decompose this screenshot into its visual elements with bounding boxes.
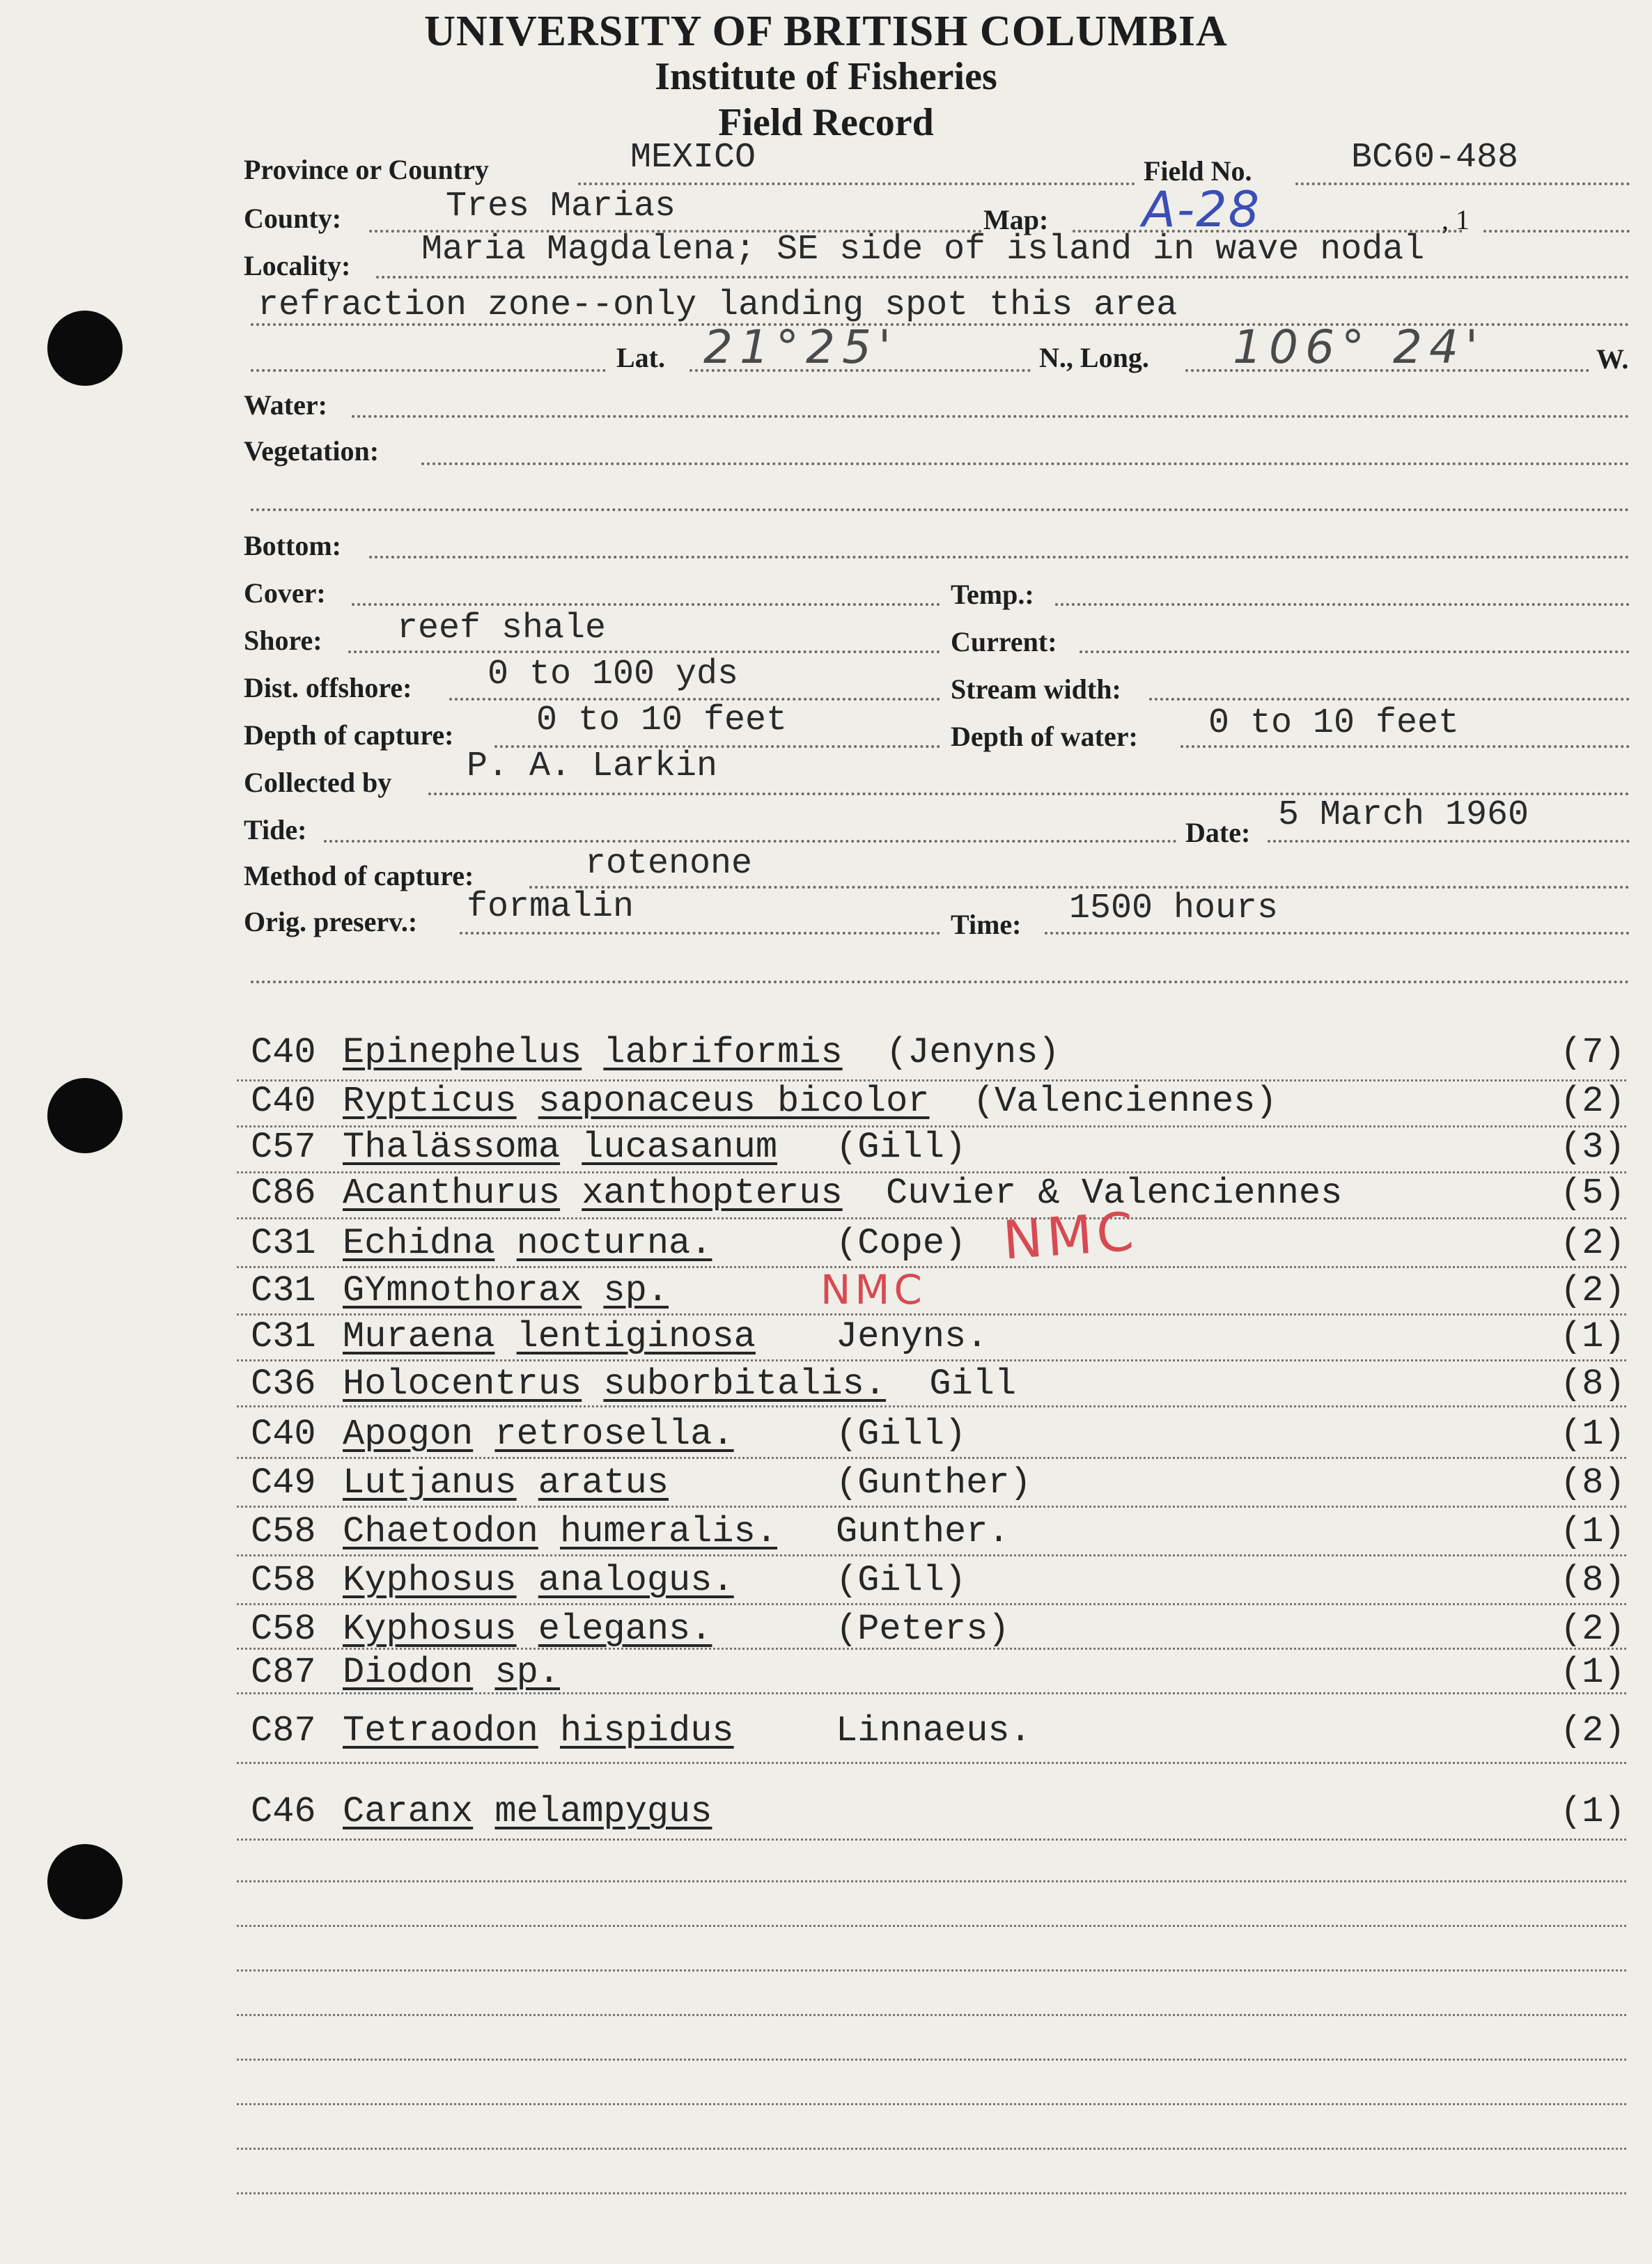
species-epithet: saponaceus bicolor <box>538 1081 930 1122</box>
species-row-rule <box>237 1217 1626 1219</box>
lat-label: Lat. <box>616 342 665 373</box>
map-value: A-28 <box>1142 181 1261 238</box>
species-author: (Gill) <box>836 1414 967 1455</box>
date-value: 5 March 1960 <box>1278 795 1529 835</box>
locality-line1-value: Maria Magdalena; SE side of island in wave nodal <box>421 230 1425 270</box>
lat-value: 21°25' <box>703 320 898 374</box>
species-genus: Diodon <box>343 1652 474 1693</box>
map-suffix: , 1 <box>1442 204 1470 235</box>
species-genus: Holocentrus <box>343 1364 582 1405</box>
species-epithet: suborbitalis. <box>603 1364 887 1405</box>
current-label: Current: <box>951 626 1057 657</box>
species-genus: Echidna <box>343 1223 495 1264</box>
punch-hole-middle <box>47 1078 123 1153</box>
specimen-count: (3) <box>1560 1127 1626 1168</box>
shore-value: reef shale <box>397 609 607 648</box>
specimen-count: (2) <box>1560 1609 1626 1650</box>
species-code: C86 <box>251 1173 316 1214</box>
species-author: (Cope) <box>836 1223 967 1264</box>
time-label: Time: <box>951 909 1022 940</box>
species-row-rule <box>237 1359 1626 1361</box>
current-line <box>1080 650 1630 653</box>
species-row-rule <box>237 1266 1626 1268</box>
species-author: Jenyns. <box>836 1316 988 1357</box>
map-suffix-line <box>1483 230 1630 233</box>
empty-rule <box>237 2103 1626 2105</box>
species-epithet: retrosella. <box>494 1414 734 1455</box>
species-row-rule <box>237 1554 1626 1556</box>
species-epithet: aratus <box>538 1462 669 1504</box>
empty-rule <box>237 1925 1626 1927</box>
form-title: Field Record <box>718 101 934 144</box>
temp-line <box>1055 603 1630 606</box>
species-code: C58 <box>251 1609 316 1650</box>
species-code: C57 <box>251 1127 316 1168</box>
depth-water-label: Depth of water: <box>951 721 1138 752</box>
species-author: Linnaeus. <box>836 1710 1031 1751</box>
species-code: C31 <box>251 1316 316 1357</box>
specimen-count: (1) <box>1560 1652 1626 1693</box>
method-value: rotenone <box>585 844 753 884</box>
blank-line <box>251 981 1630 983</box>
tide-label: Tide: <box>244 814 307 845</box>
province-label: Province or Country <box>244 154 489 185</box>
long-value: 106° 24' <box>1233 320 1486 374</box>
bottom-label: Bottom: <box>244 530 341 561</box>
species-genus: Muraena <box>343 1316 495 1357</box>
specimen-count: (7) <box>1560 1032 1626 1073</box>
department-title: Institute of Fisheries <box>655 55 997 98</box>
map-label: Map: <box>983 204 1049 235</box>
preserv-label: Orig. preserv.: <box>244 906 418 937</box>
field-no-label: Field No. <box>1144 155 1252 187</box>
stream-width-line <box>1149 698 1630 701</box>
species-row-rule <box>237 1838 1626 1841</box>
tide-line <box>324 840 1177 843</box>
shore-label: Shore: <box>244 625 322 656</box>
species-epithet: hispidus <box>560 1710 734 1751</box>
specimen-count: (1) <box>1560 1414 1626 1455</box>
species-epithet: sp. <box>494 1652 561 1693</box>
species-code: C31 <box>251 1223 316 1264</box>
species-code: C49 <box>251 1462 316 1504</box>
species-code: C36 <box>251 1364 316 1405</box>
locality-line2-value: refraction zone--only landing spot this area <box>258 286 1178 325</box>
depth-water-value: 0 to 10 feet <box>1208 703 1460 743</box>
vegetation-line <box>421 462 1630 465</box>
species-genus: Thalässoma <box>343 1127 561 1168</box>
locality-label: Locality: <box>244 250 351 281</box>
stream-width-label: Stream width: <box>951 673 1121 705</box>
species-code: C58 <box>251 1560 316 1601</box>
species-code: C87 <box>251 1652 316 1693</box>
species-epithet: nocturna. <box>516 1223 712 1264</box>
species-genus: Epinephelus <box>343 1032 582 1073</box>
species-author: Gill <box>929 1364 1017 1405</box>
specimen-count: (1) <box>1560 1511 1626 1552</box>
time-value: 1500 hours <box>1069 889 1279 928</box>
species-genus: Caranx <box>343 1791 474 1832</box>
species-code: C58 <box>251 1511 316 1552</box>
field-no-value: BC60-488 <box>1351 138 1519 178</box>
empty-rule <box>237 1880 1626 1882</box>
species-genus: Acanthurus <box>343 1173 561 1214</box>
specimen-count: (8) <box>1560 1364 1626 1405</box>
depth-capture-value: 0 to 10 feet <box>536 701 788 740</box>
empty-rule <box>237 2148 1626 2150</box>
species-epithet: melampygus <box>494 1791 712 1832</box>
punch-hole-top <box>47 311 123 386</box>
method-label: Method of capture: <box>244 860 474 891</box>
species-code: C46 <box>251 1791 316 1832</box>
species-author: (Jenyns) <box>886 1032 1060 1073</box>
specimen-count: (1) <box>1560 1316 1626 1357</box>
empty-rule <box>237 1969 1626 1972</box>
date-label: Date: <box>1185 817 1251 848</box>
species-row-rule <box>237 1405 1626 1407</box>
species-author: Cuvier & Valenciennes <box>886 1173 1343 1214</box>
cover-label: Cover: <box>244 577 326 609</box>
species-row-rule <box>237 1313 1626 1316</box>
nmc-annotation-echidna: NMC <box>1001 1200 1140 1272</box>
empty-rule <box>237 2014 1626 2016</box>
specimen-count: (2) <box>1560 1081 1626 1122</box>
county-label: County: <box>244 203 342 234</box>
preserv-value: formalin <box>467 887 634 927</box>
date-line <box>1268 840 1630 843</box>
empty-rule <box>237 2059 1626 2061</box>
species-row-rule <box>237 1506 1626 1508</box>
time-line <box>1045 932 1630 935</box>
temp-label: Temp.: <box>951 579 1034 610</box>
species-genus: Lutjanus <box>343 1462 517 1504</box>
species-code: C40 <box>251 1414 316 1455</box>
species-row-rule <box>237 1457 1626 1459</box>
water-line <box>352 415 1630 418</box>
species-code: C40 <box>251 1032 316 1073</box>
species-row-rule <box>237 1762 1626 1764</box>
species-row-rule <box>237 1603 1626 1605</box>
specimen-count: (2) <box>1560 1223 1626 1264</box>
specimen-count: (8) <box>1560 1462 1626 1504</box>
depth-capture-label: Depth of capture: <box>244 719 454 751</box>
species-author: (Gill) <box>836 1560 967 1601</box>
collected-by-value: P. A. Larkin <box>467 747 718 786</box>
province-line <box>578 182 1135 185</box>
species-code: C87 <box>251 1710 316 1751</box>
field-no-line <box>1295 182 1630 185</box>
species-code: C40 <box>251 1081 316 1122</box>
species-genus: Rypticus <box>343 1081 517 1122</box>
specimen-count: (5) <box>1560 1173 1626 1214</box>
species-author: (Gunther) <box>836 1462 1031 1504</box>
species-author: (Gill) <box>836 1127 967 1168</box>
species-epithet: lentiginosa <box>516 1316 756 1357</box>
specimen-count: (2) <box>1560 1270 1626 1311</box>
specimen-count: (2) <box>1560 1710 1626 1751</box>
species-genus: Apogon <box>343 1414 474 1455</box>
lat-lead-line <box>251 369 606 372</box>
species-genus: Chaetodon <box>343 1511 538 1552</box>
bottom-line <box>369 556 1630 559</box>
species-author: Gunther. <box>836 1511 1010 1552</box>
nmc-annotation-gymnothorax: NMC <box>820 1266 926 1313</box>
depth-water-line <box>1180 745 1630 748</box>
species-code: C31 <box>251 1270 316 1311</box>
empty-rule <box>237 2192 1626 2194</box>
dist-offshore-value: 0 to 100 yds <box>488 655 739 694</box>
species-epithet: lucasanum <box>582 1127 778 1168</box>
specimen-count: (1) <box>1560 1791 1626 1832</box>
vegetation-label: Vegetation: <box>244 435 380 467</box>
water-label: Water: <box>244 389 327 421</box>
species-genus: Kyphosus <box>343 1560 517 1601</box>
collected-by-label: Collected by <box>244 767 392 798</box>
long-label: N., Long. <box>1039 342 1149 373</box>
species-epithet: sp. <box>603 1270 669 1311</box>
long-suffix: W. <box>1596 343 1629 375</box>
province-value: MEXICO <box>630 138 756 178</box>
species-epithet: labriformis <box>603 1032 843 1073</box>
dist-offshore-label: Dist. offshore: <box>244 672 412 703</box>
species-epithet: xanthopterus <box>582 1173 843 1214</box>
species-author: (Peters) <box>836 1609 1010 1650</box>
county-value: Tres Marias <box>446 187 676 226</box>
specimen-count: (8) <box>1560 1560 1626 1601</box>
species-epithet: analogus. <box>538 1560 734 1601</box>
shore-line <box>348 650 940 653</box>
species-genus: GYmnothorax <box>343 1270 582 1311</box>
locality-line-1 <box>376 276 1630 279</box>
species-epithet: elegans. <box>538 1609 712 1650</box>
species-genus: Tetraodon <box>343 1710 538 1751</box>
preserv-line <box>460 932 940 935</box>
species-epithet: humeralis. <box>560 1511 778 1552</box>
punch-hole-bottom <box>47 1844 123 1919</box>
species-author: (Valenciennes) <box>972 1081 1277 1122</box>
institution-title: UNIVERSITY OF BRITISH COLUMBIA <box>424 8 1228 55</box>
vegetation-line-2 <box>251 508 1630 511</box>
cover-line <box>352 603 940 606</box>
species-genus: Kyphosus <box>343 1609 517 1650</box>
